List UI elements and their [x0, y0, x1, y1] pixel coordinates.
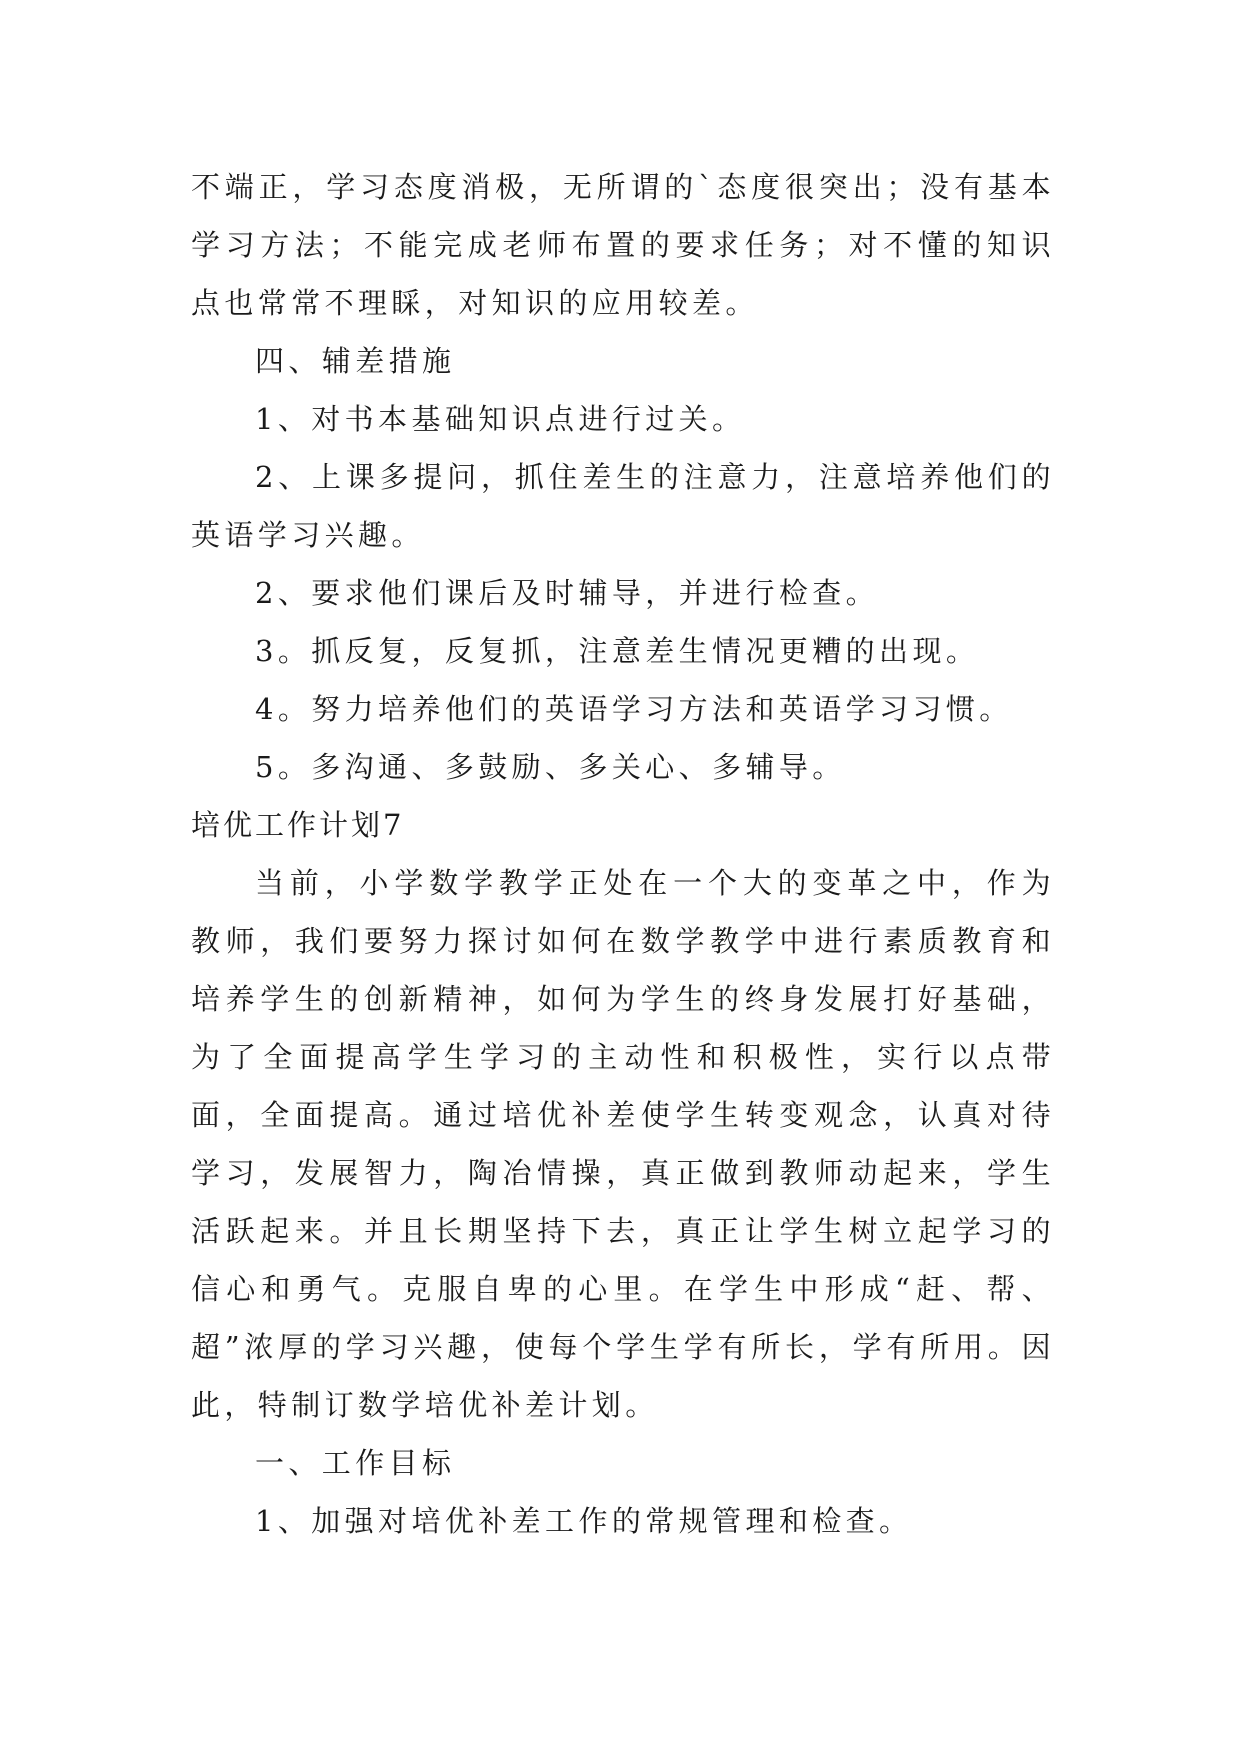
- list-item-measure-5: 5。多沟通、多鼓励、多关心、多辅导。: [255, 750, 846, 784]
- paragraph-continuation: 不端正，学习态度消极，无所谓的`态度很突出；没有基本学习方法；不能完成老师布置的要求任务；对不懂的知识点也常常不理睬，对知识的应用较差。: [191, 170, 1055, 320]
- list-item-measure-4: 4。努力培养他们的英语学习方法和英语学习习惯。: [255, 692, 1013, 726]
- document-body: [191, 158, 1055, 1550]
- list-item-goal-1: 1、加强对培优补差工作的常规管理和检查。: [255, 1504, 913, 1538]
- list-item-measure-2b: 2、要求他们课后及时辅导，并进行检查。: [255, 576, 880, 610]
- list-item-measure-1: 1、对书本基础知识点进行过关。: [255, 402, 746, 436]
- list-item-measure-2a: 2、上课多提问，抓住差生的注意力，注意培养他们的英语学习兴趣。: [191, 460, 1055, 552]
- list-item-measure-3: 3。抓反复，反复抓，注意差生情况更糟的出现。: [255, 634, 980, 668]
- heading-remedial-measures: 四、辅差措施: [255, 344, 456, 378]
- section-title: 培优工作计划7: [191, 808, 405, 842]
- section-intro-paragraph: 当前，小学数学教学正处在一个大的变革之中，作为教师，我们要努力探讨如何在数学教学中进行素质教育和培养学生的创新精神，如何为学生的终身发展打好基础，为了全面提高学生学习的主动性和积极性，实行以点带面，全面提高。通过培优补差使学生转变观念，认真对待学习，发展智力，陶冶情操，真正做到教师动起来，学生活跃起来。并且长期坚持下去，真正让学生树立起学习的信心和勇气。克服自卑的心里。在学生中形成“赶、帮、超”浓厚的学习兴趣，使每个学生学有所长，学有所用。因此，特制订数学培优补差计划。: [191, 866, 1055, 1422]
- heading-work-goals: 一、工作目标: [255, 1446, 456, 1480]
